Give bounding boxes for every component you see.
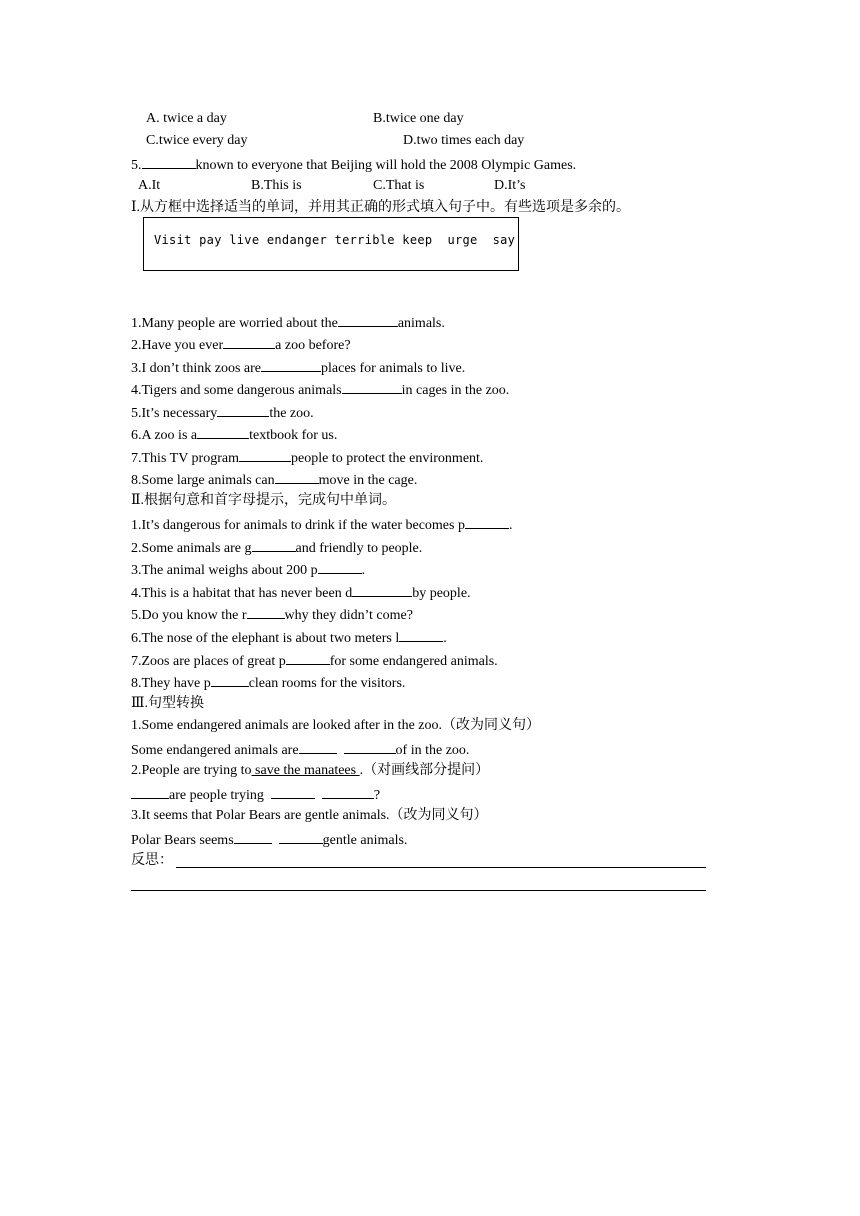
s2-item-3: 3.The animal weighs about 200 p . xyxy=(131,560,365,580)
s2-item-1: 1.It’s dangerous for animals to drink if the water becomes p . xyxy=(131,515,512,535)
reflection-label: 反思： xyxy=(131,853,173,868)
q5-option-d: D.It’s xyxy=(494,178,526,193)
s2-item-2: 2.Some animals are g and friendly to people. xyxy=(131,538,422,558)
s1-item-3: 3.I don’t think zoos are places for animals to live. xyxy=(131,358,465,378)
section-2-heading: Ⅱ.根据句意和首字母提示，完成句中单词。 xyxy=(131,493,397,508)
s3-answer-2: are people trying ? xyxy=(131,785,380,805)
s1-item-5: 5.It’s necessary the zoo. xyxy=(131,403,314,423)
underlined-phrase: save the manatees xyxy=(251,763,360,778)
answer-blank xyxy=(142,155,196,169)
s1-item-4: 4.Tigers and some dangerous animals in cages in the zoo. xyxy=(131,380,509,400)
s1-item-2: 2.Have you ever a zoo before? xyxy=(131,335,351,355)
section-3-heading: Ⅲ.句型转换 xyxy=(131,696,205,711)
section-1-heading: Ⅰ.从方框中选择适当的单词，并用其正确的形式填入句子中。有些选项是多余的。 xyxy=(131,200,631,215)
s3-answer-1: Some endangered animals are of in the zoo. xyxy=(131,740,469,760)
s2-item-4: 4.This is a habitat that has never been d by people. xyxy=(131,583,471,603)
s3-answer-3: Polar Bears seems gentle animals. xyxy=(131,830,407,850)
option-a: A. twice a day xyxy=(146,111,227,126)
reflection-line-2 xyxy=(131,890,706,891)
word-box xyxy=(143,217,519,271)
s1-item-8: 8.Some large animals can move in the cage. xyxy=(131,470,417,490)
option-d: D.two times each day xyxy=(403,133,525,148)
s2-item-5: 5.Do you know the r why they didn’t come? xyxy=(131,605,413,625)
s1-item-7: 7.This TV program people to protect the environment. xyxy=(131,448,483,468)
s3-question-2: 2.People are trying to save the manatees .（对画线部分提问） xyxy=(131,763,490,778)
q5-option-a: A.It xyxy=(138,178,161,193)
reflection-line-1 xyxy=(176,867,706,868)
q5-option-b: B.This is xyxy=(251,178,302,193)
option-c: C.twice every day xyxy=(146,133,248,148)
word-box-text: Visit pay live endanger terrible keep urge say xyxy=(154,233,516,247)
q5-option-c: C.That is xyxy=(373,178,425,193)
s3-question-3: 3.It seems that Polar Bears are gentle animals.（改为同义句） xyxy=(131,808,488,823)
question-5: 5. known to everyone that Beijing will hold the 2008 Olympic Games. xyxy=(131,155,576,175)
s2-item-7: 7.Zoos are places of great p for some endangered animals. xyxy=(131,651,498,671)
s1-item-6: 6.A zoo is a textbook for us. xyxy=(131,425,337,445)
option-b: B.twice one day xyxy=(373,111,464,126)
s2-item-8: 8.They have p clean rooms for the visitors. xyxy=(131,673,405,693)
s1-item-1: 1.Many people are worried about the animals. xyxy=(131,313,445,333)
s3-question-1: 1.Some endangered animals are looked after in the zoo.（改为同义句） xyxy=(131,718,540,733)
s2-item-6: 6.The nose of the elephant is about two meters l . xyxy=(131,628,447,648)
